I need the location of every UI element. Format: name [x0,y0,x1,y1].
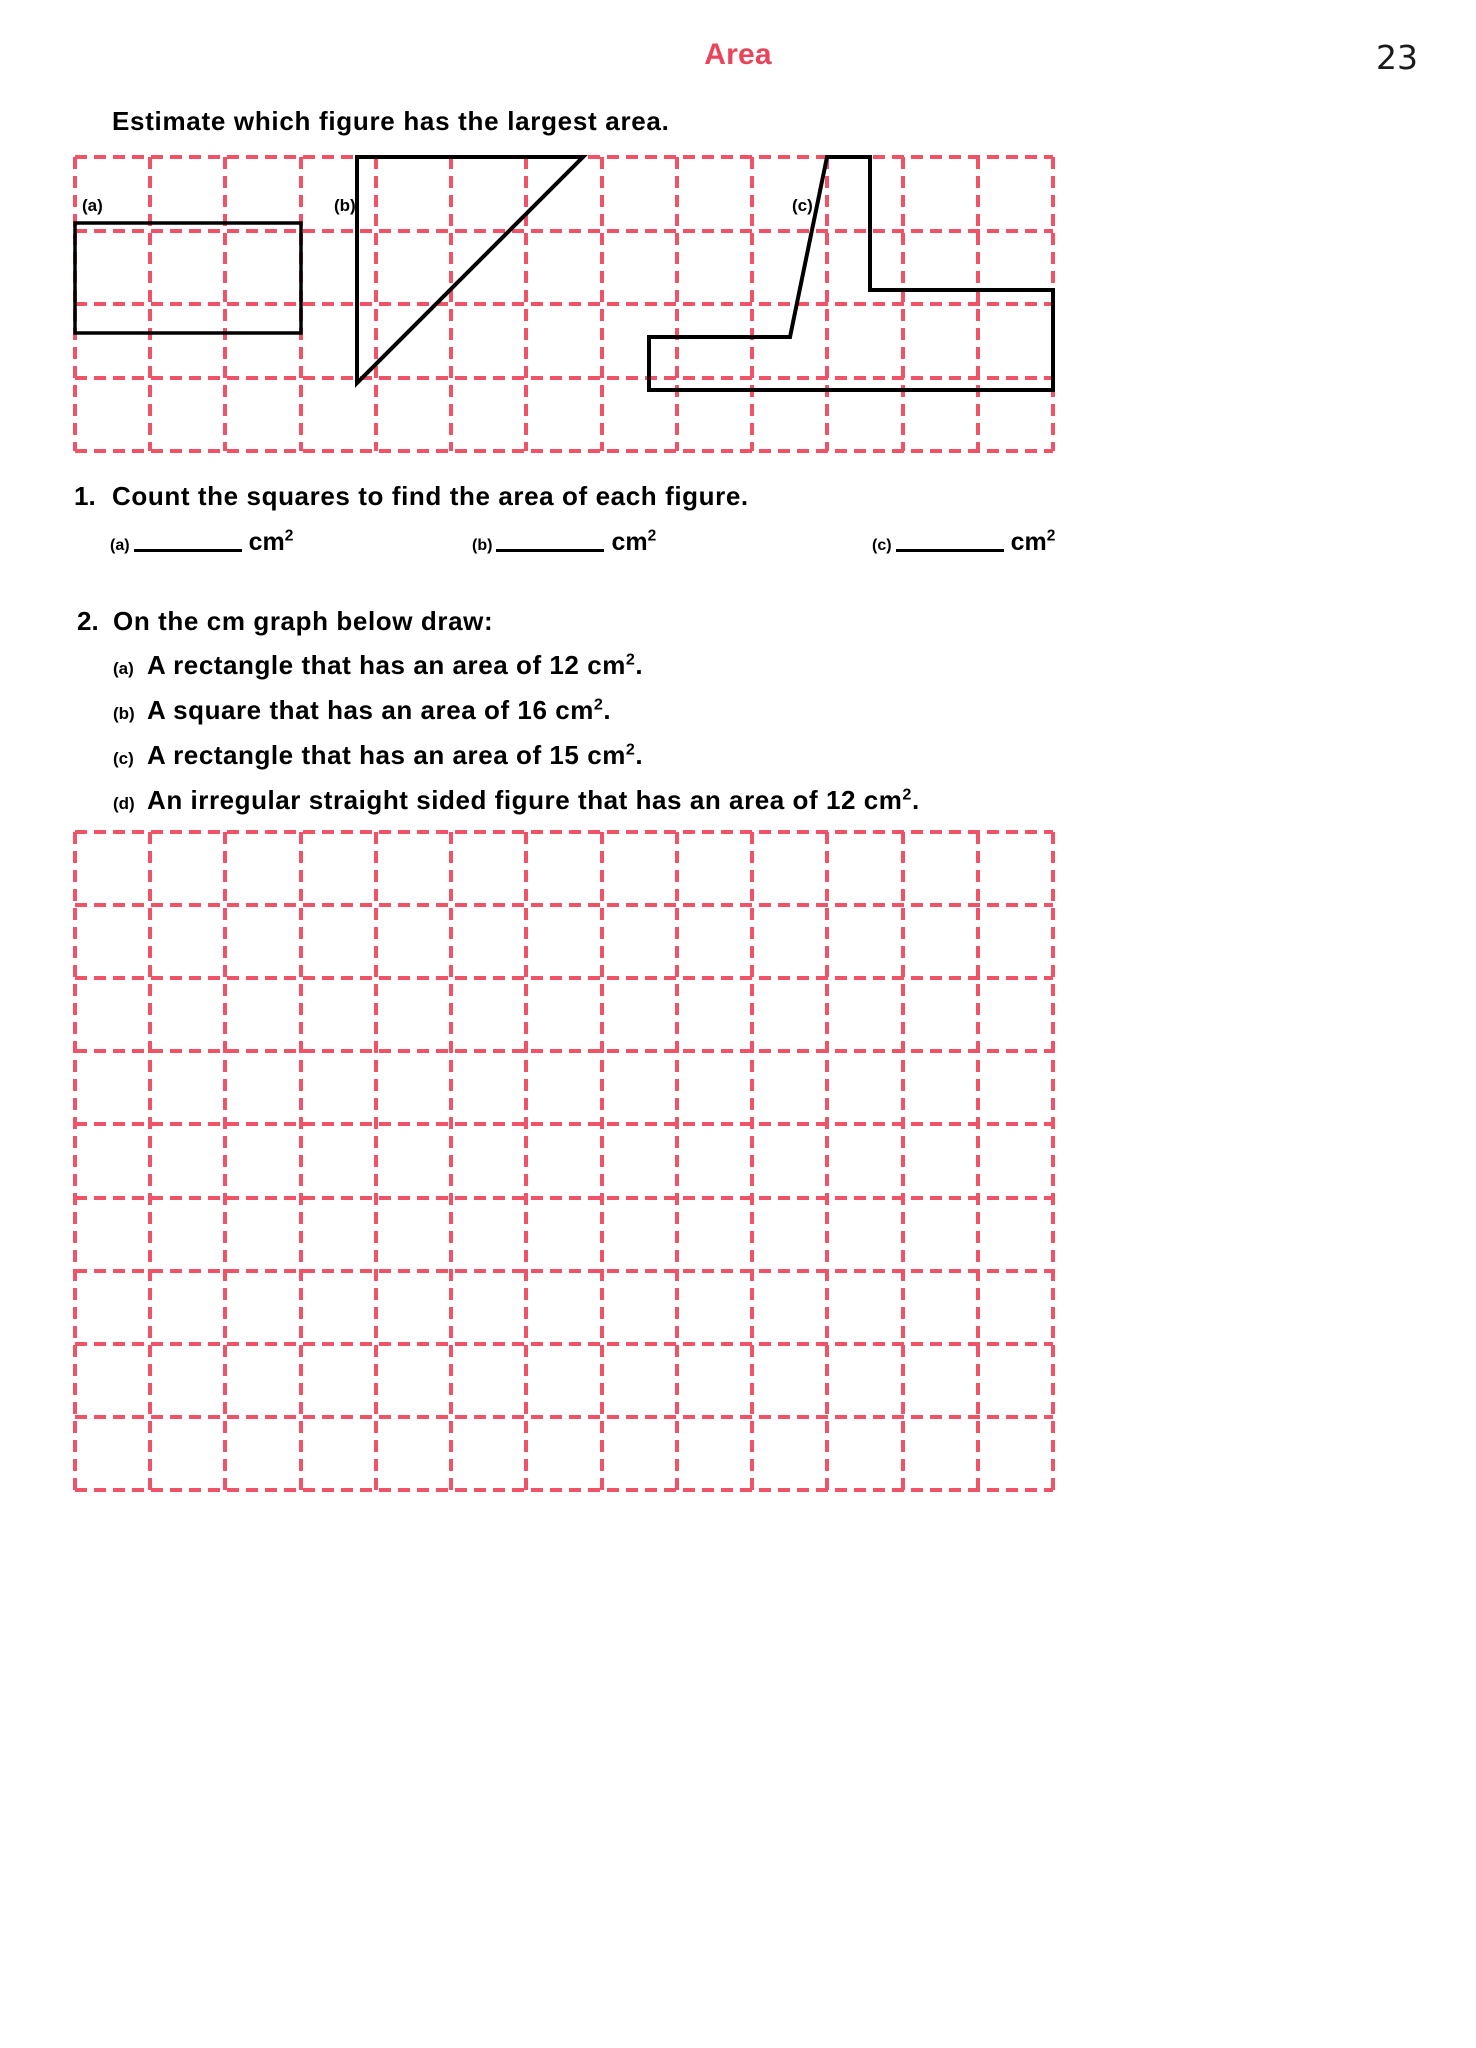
answer-blank-c[interactable] [872,528,1055,557]
item-text-d: An irregular straight sided figure that has an area of 12 $cm^2$. [147,785,920,815]
question-2-item-c [113,740,643,771]
page-title: Area [704,38,772,71]
question-2-item-b [113,695,611,726]
question-1-text: Count the squares to find the area of each figure. [112,481,749,511]
item-tag-d: (d) [113,794,135,813]
answer-tag-c: (c) [872,537,892,554]
answer-line-b[interactable] [496,549,604,552]
answer-line-c[interactable] [896,549,1004,552]
item-tag-a: (a) [113,659,134,678]
question-2-item-d [113,785,920,816]
item-tag-c: (c) [113,749,134,768]
figure-label-a: (a) [82,196,103,215]
figure-label-b: (b) [334,196,356,215]
work-grid[interactable] [75,832,1053,1490]
figure-grid [75,157,1053,451]
question-2-text: On the cm graph below draw: [113,606,494,636]
answer-unit-c: $cm^2$ [1010,527,1056,556]
answer-line-a[interactable] [134,549,242,552]
grid-lines [73,155,1055,453]
page-number: 23 [1376,38,1418,77]
answer-blank-b[interactable] [472,528,656,557]
answer-unit-b: $cm^2$ [611,527,657,556]
figure-label-c: (c) [792,196,813,215]
question-2-number: 2. [77,606,99,636]
answer-unit-a: $cm^2$ [248,527,294,556]
question-1-number: 1. [74,481,96,511]
item-tag-b: (b) [113,704,135,723]
grid-lines [73,830,1055,1492]
item-text-c: A rectangle that has an area of 15 $cm^2$. [147,740,644,770]
estimate-prompt: Estimate which figure has the largest area. [112,106,670,136]
item-text-a: A rectangle that has an area of 12 $cm^2$. [147,650,644,680]
item-text-b: A square that has an area of 16 $cm^2$. [147,695,612,725]
question-2-item-a [113,650,643,681]
answer-tag-b: (b) [472,537,493,554]
answer-blank-a[interactable] [110,528,293,557]
answer-tag-a: (a) [110,537,130,554]
